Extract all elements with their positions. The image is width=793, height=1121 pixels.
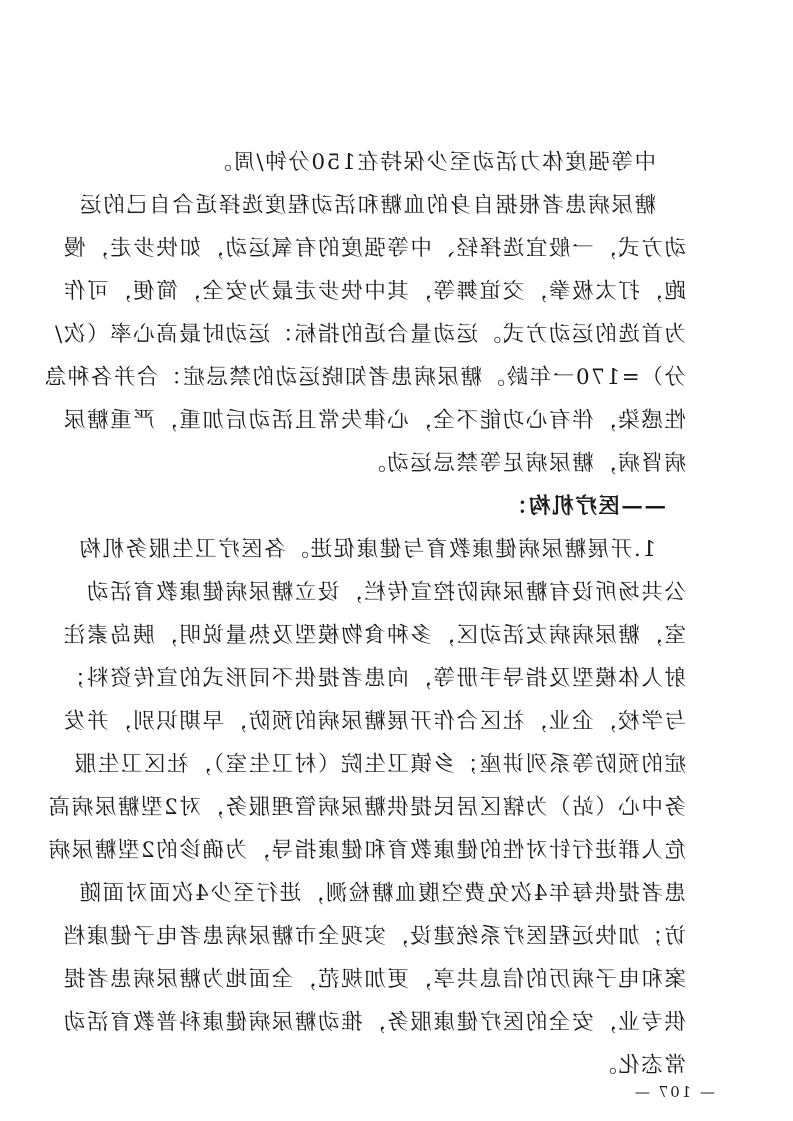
paragraph-line: 症的预防等系列讲座；乡镇卫生院（村卫生室），社区卫生服 (73, 752, 686, 777)
paragraph-line: 跑，打太极拳，交谊舞等，其中快步走最为安全，简便，可作 (62, 279, 686, 304)
paragraph-line: 案和电子病历的信息共享，更加规范，全面地为糖尿病患者提 (62, 967, 686, 992)
paragraph-line: 患者提供每年4次免费空腹血糖检测，进行至少4次面对面随 (77, 881, 686, 906)
paragraph-line: 性感染，伴有心功能不全，心律失常且活动后加重，严重糖尿 (62, 408, 686, 433)
paragraph-line: 射人体模型及指导手册等，向患者提供不同形式的宣传资料； (62, 666, 686, 691)
page-footer (0, 1083, 793, 1107)
paragraph-line: 务中心（站）为辖区居民提供糖尿病管理服务，对2型糖尿病高 (47, 795, 686, 820)
paragraph-line: 1.开展糖尿病健康教育与健康促进。各医疗卫生服务机构 (77, 537, 656, 562)
paragraph-line: 病肾病，糖尿病足等禁忌运动。 (362, 451, 686, 476)
paragraph-line: 访；加快远程医疗系统建设，实现全市糖尿病患者电子健康档 (62, 924, 686, 949)
paragraph-line: 与学校，企业，社区合作开展糖尿病的预防，早期识别，并发 (62, 709, 686, 734)
paragraph-line: 分）=170一年龄。糖尿病患者知晓运动的禁忌症：合并各种急 (43, 365, 686, 390)
paragraph-line: 为首选的运动方式。运动量合适的指标：运动时最高心率（次/ (53, 322, 686, 347)
paragraph-line: 糖尿病患者根据自身的血糖和活动程度选择适合自己的运 (78, 193, 656, 218)
paragraph-line: 公共场所设有糖尿病防控宣传栏，设立糖尿病健康教育活动 (85, 580, 686, 605)
paragraph-line: 危人群进行针对性的健康教育和健康指导，为确诊的2型糖尿病 (47, 838, 686, 863)
paragraph-line: 室，糖尿病病友活动区，多种食物模型及热量说明，胰岛素注 (62, 623, 686, 648)
page-number: — 107 — (632, 1083, 715, 1101)
paragraph-line: 供专业，安全的医疗健康服务，推动糖尿病健康科普教育活动 (62, 1010, 686, 1035)
paragraph-line: 动方式，一般宜选择轻、中等强度的有氧运动，如快步走，慢 (62, 236, 686, 261)
paragraph-line: 中等强度体力活动至少保持在150分钟/周。 (208, 150, 656, 175)
paragraph-line: 常态化。 (593, 1053, 686, 1078)
section-heading: ——医疗机构： (504, 494, 666, 519)
